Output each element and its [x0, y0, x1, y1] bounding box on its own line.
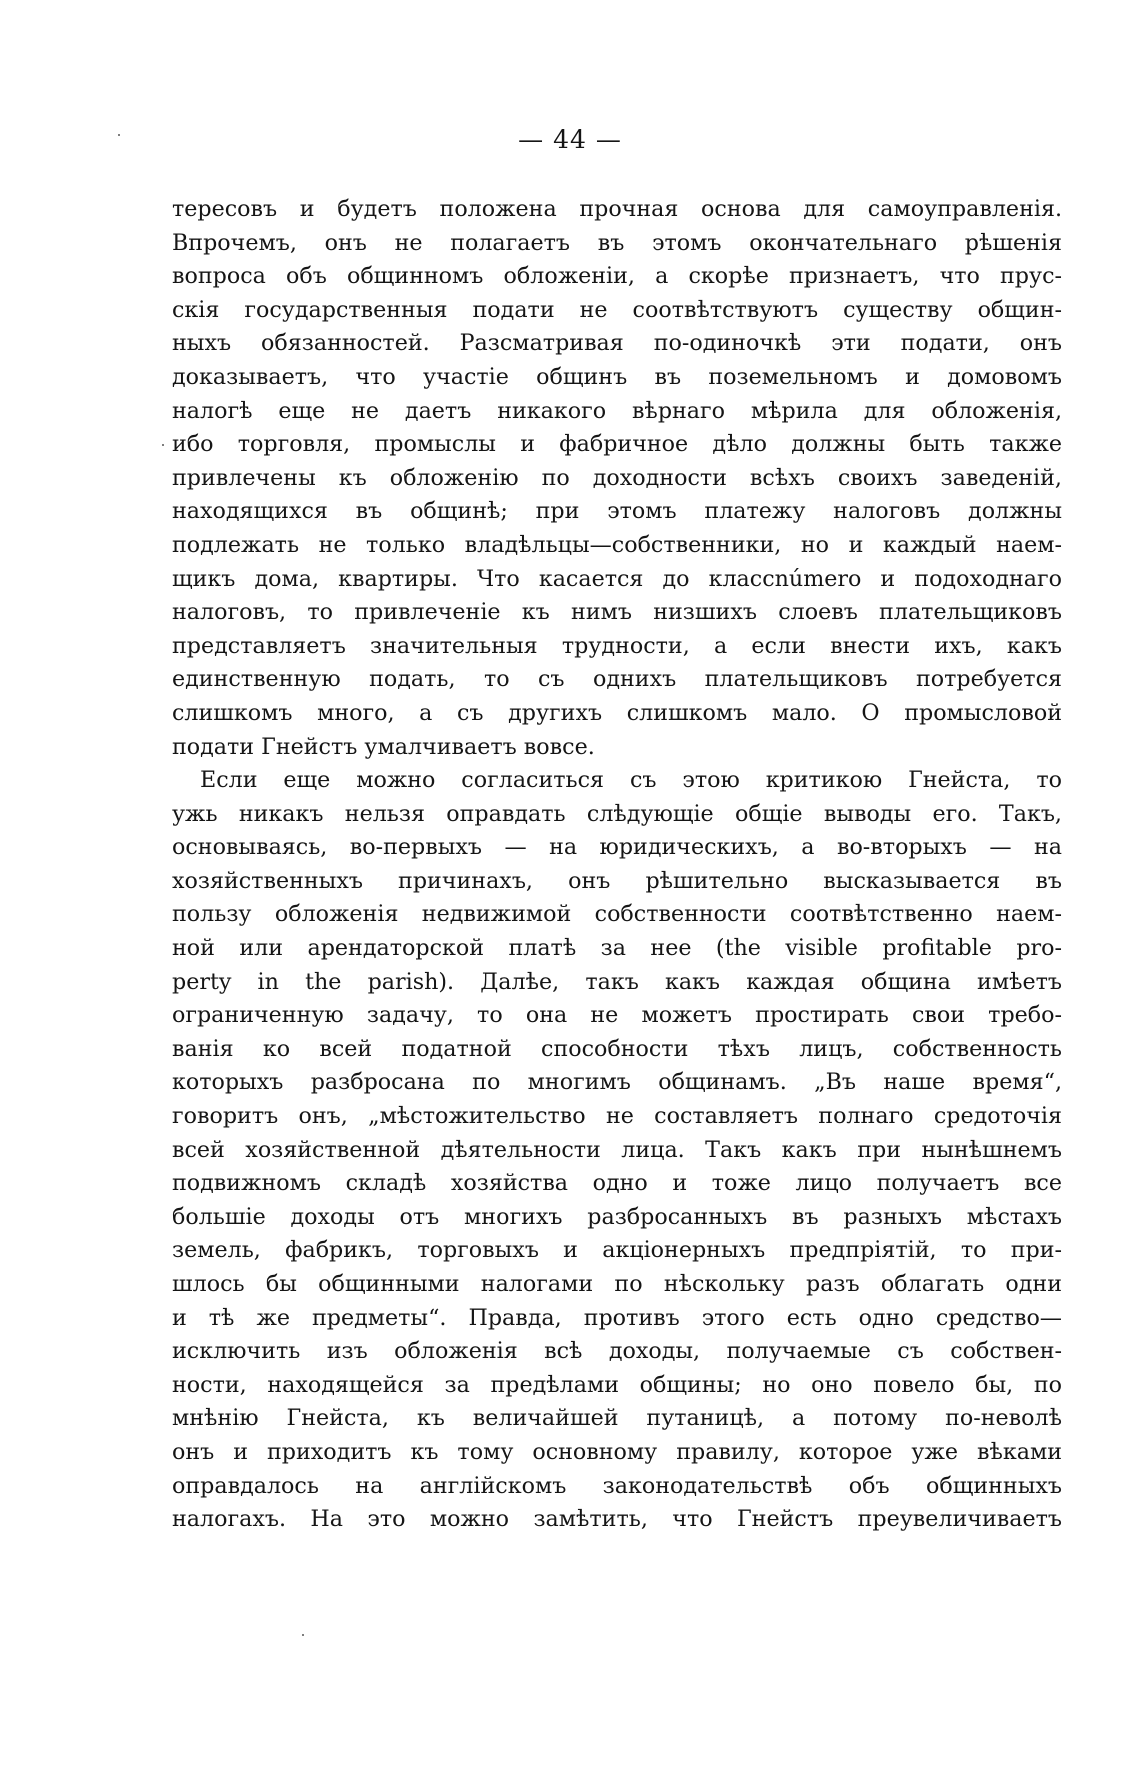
- page-body: [172, 193, 1062, 1537]
- text-line: скія государственныя подати не соотвѣтствуютъ существу общин-: [172, 296, 1062, 323]
- scan-speck: [118, 134, 120, 136]
- text-line: единственную подать, то съ однихъ плательщиковъ потребуется: [172, 666, 1062, 693]
- text-line: Впрочемъ, онъ не полагаетъ въ этомъ окончательнаго рѣшенія: [172, 229, 1062, 256]
- paragraph-2: [172, 764, 1062, 1537]
- text-line: ности, находящейся за предѣлами общины; но оно повело бы, по: [172, 1371, 1062, 1398]
- text-line: пользу обложенія недвижимой собственности соотвѣтственно наем-: [172, 901, 1062, 928]
- text-line: слишкомъ много, а съ другихъ слишкомъ мало. О промысловой: [172, 699, 1062, 726]
- text-line: налоговъ, то привлеченіе къ нимъ низшихъ слоевъ плательщиковъ: [172, 599, 1062, 626]
- text-line: ванія ко всей податной способности тѣхъ лицъ, собственность: [172, 1035, 1062, 1062]
- text-line: онъ и приходитъ къ тому основному правилу, которое уже вѣками: [172, 1438, 1062, 1465]
- text-line: большіе доходы отъ многихъ разбросанныхъ въ разныхъ мѣстахъ: [172, 1203, 1062, 1230]
- text-line: Если еще можно согласиться съ этою критикою Гнейста, то: [200, 767, 1062, 794]
- text-line: налогахъ. На это можно замѣтить, что Гнейстъ преувеличиваетъ: [172, 1506, 1062, 1533]
- text-line: оправдалось на англійскомъ законодательствѣ объ общинныхъ: [172, 1472, 1062, 1499]
- text-line: подати Гнейстъ умалчиваетъ вовсе.: [172, 733, 595, 760]
- text-line: вопроса объ общинномъ обложеніи, а скорѣе признаетъ, что прус-: [172, 263, 1062, 290]
- text-line: всей хозяйственной дѣятельности лица. Такъ какъ при нынѣшнемъ: [172, 1136, 1062, 1163]
- text-line: щикъ дома, квартиры. Что касается до классnúmero и подоходнаго: [172, 565, 1062, 592]
- paragraph-1: [172, 193, 1062, 764]
- text-line: находящихся въ общинѣ; при этомъ платежу налоговъ должны: [172, 498, 1062, 525]
- text-line: представляетъ значительныя трудности, а если внести ихъ, какъ: [172, 632, 1062, 659]
- page-number: — 44 —: [518, 125, 622, 154]
- text-line: шлось бы общинными налогами по нѣскольку разъ облагать одни: [172, 1271, 1062, 1297]
- text-line: привлечены къ обложенію по доходности всѣхъ своихъ заведеній,: [172, 464, 1062, 491]
- text-line: тересовъ и будетъ положена прочная основа для самоуправленія.: [172, 196, 1062, 222]
- text-line: мнѣнію Гнейста, къ величайшей путаницѣ, а потому по-неволѣ: [172, 1405, 1062, 1432]
- text-line: perty in the parish). Далѣе, такъ какъ каждая община имѣетъ: [172, 968, 1062, 995]
- text-line: ибо торговля, промыслы и фабричное дѣло должны быть также: [172, 431, 1062, 458]
- text-line: подлежать не только владѣльцы—собственники, но и каждый наем-: [172, 531, 1062, 558]
- text-line: которыхъ разбросана по многимъ общинамъ. „Въ наше время“,: [172, 1069, 1062, 1096]
- text-line: земель, фабрикъ, торговыхъ и акціонерныхъ предпріятій, то при-: [172, 1237, 1062, 1264]
- text-line: подвижномъ складѣ хозяйства одно и тоже лицо получаетъ все: [172, 1170, 1062, 1197]
- scan-speck: [162, 444, 164, 446]
- text-line: ограниченную задачу, то она не можетъ простирать свои требо-: [172, 1002, 1062, 1029]
- text-line: основываясь, во-первыхъ — на юридическихъ, а во-вторыхъ — на: [172, 834, 1062, 861]
- text-line: налогѣ еще не даетъ никакого вѣрнаго мѣрила для обложенія,: [172, 397, 1062, 424]
- text-line: говоритъ онъ, „мѣстожительство не составляетъ полнаго средоточія: [172, 1103, 1062, 1130]
- text-line: ныхъ обязанностей. Разсматривая по-одиночкѣ эти подати, онъ: [172, 330, 1062, 357]
- scan-speck: [302, 1634, 304, 1636]
- text-line: ной или арендаторской платѣ за нее (the visible profitable pro-: [172, 935, 1062, 962]
- text-line: ужь никакъ нельзя оправдать слѣдующіе общіе выводы его. Такъ,: [172, 800, 1062, 827]
- text-line: и тѣ же предметы“. Правда, противъ этого есть одно средство—: [172, 1304, 1062, 1331]
- text-line: хозяйственныхъ причинахъ, онъ рѣшительно высказывается въ: [172, 867, 1062, 894]
- text-line: исключить изъ обложенія всѣ доходы, получаемые съ собствен-: [172, 1338, 1062, 1365]
- text-line: доказываетъ, что участіе общинъ въ поземельномъ и домовомъ: [172, 363, 1062, 390]
